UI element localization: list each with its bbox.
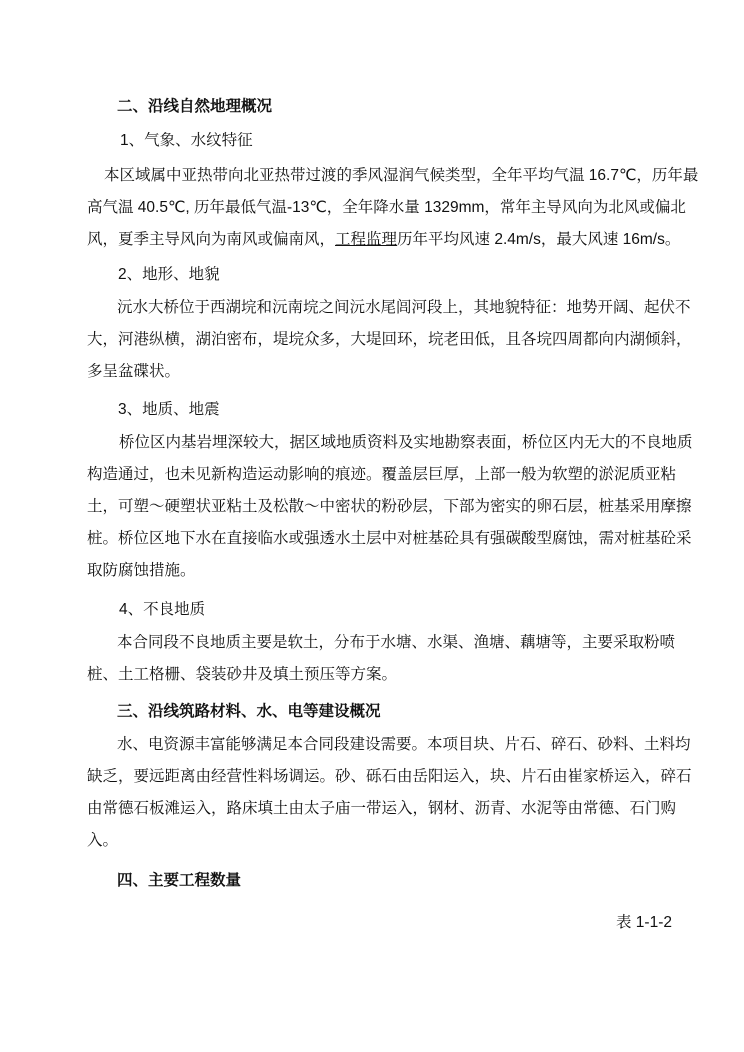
subheading-geology: 3、地质、地震: [118, 401, 220, 418]
paragraph-line: 多呈盆碟状。: [87, 363, 181, 380]
paragraph-text: 历年平均风速 2.4m/s，最大风速 16m/s。: [397, 231, 681, 248]
paragraph-line: 土，可塑～硬塑状亚粘土及松散～中密状的粉砂层，下部为密实的卵石层，桩基采用摩擦: [87, 498, 692, 515]
paragraph-line: 本合同段不良地质主要是软土，分布于水塘、水渠、渔塘、藕塘等，主要采取粉喷: [117, 634, 676, 651]
subheading-adverse-geology: 4、不良地质: [119, 601, 206, 618]
subheading-climate-hydrology: 1、气象、水纹特征: [120, 132, 253, 149]
paragraph-line: 桩。桥位区地下水在直接临水或强透水土层中对桩基砼具有强碳酸型腐蚀，需对桩基砼采: [87, 530, 692, 547]
paragraph-line: 沅水大桥位于西湖垸和沅南垸之间沅水尾闾河段上，其地貌特征：地势开阔、起伏不: [117, 299, 691, 316]
section-heading-natural-geography: 二、沿线自然地理概况: [117, 98, 273, 115]
section-heading-quantities: 四、主要工程数量: [117, 872, 242, 889]
engineering-supervision-link[interactable]: 工程监理: [335, 231, 398, 248]
subheading-terrain: 2、地形、地貌: [118, 266, 220, 283]
paragraph-line: 缺乏，要远距离由经营性料场调运。砂、砾石由岳阳运入，块、片石由崔家桥运入，碎石: [87, 768, 692, 785]
paragraph-line: 水、电资源丰富能够满足本合同段建设需要。本项目块、片石、碎石、砂料、土料均: [117, 736, 691, 753]
paragraph-line: 桩、土工格栅、袋装砂井及填土预压等方案。: [87, 666, 398, 683]
section-heading-materials: 三、沿线筑路材料、水、电等建设概况: [117, 703, 381, 720]
paragraph-line: 取防腐蚀措施。: [87, 562, 196, 579]
paragraph-line: 桥位区内基岩埋深较大，据区域地质资料及实地勘察表面，桥位区内无大的不良地质: [119, 434, 693, 451]
paragraph-line: 大，河港纵横，湖泊密布，堤垸众多，大堤回环，垸老田低，且各垸四周都向内湖倾斜，: [87, 331, 692, 348]
paragraph-line: [87, 230, 681, 250]
paragraph-line: 高气温 40.5℃, 历年最低气温-13℃，全年降水量 1329mm，常年主导风向为北风或偏北: [87, 199, 686, 216]
paragraph-text: 风，夏季主导风向为南风或偏南风，: [87, 231, 336, 248]
paragraph-line: 由常德石板滩运入，路床填土由太子庙一带运入，钢材、沥青、水泥等由常德、石门购: [87, 800, 677, 817]
paragraph-line: 本区域属中亚热带向北亚热带过渡的季风湿润气候类型，全年平均气温 16.7℃，历年最: [104, 167, 699, 184]
paragraph-line: 入。: [87, 832, 119, 849]
table-label: 表 1-1-2: [616, 914, 672, 931]
paragraph-line: 构造通过，也未见新构造运动影响的痕迹。覆盖层巨厚，上部一般为软塑的淤泥质亚粘: [87, 466, 677, 483]
